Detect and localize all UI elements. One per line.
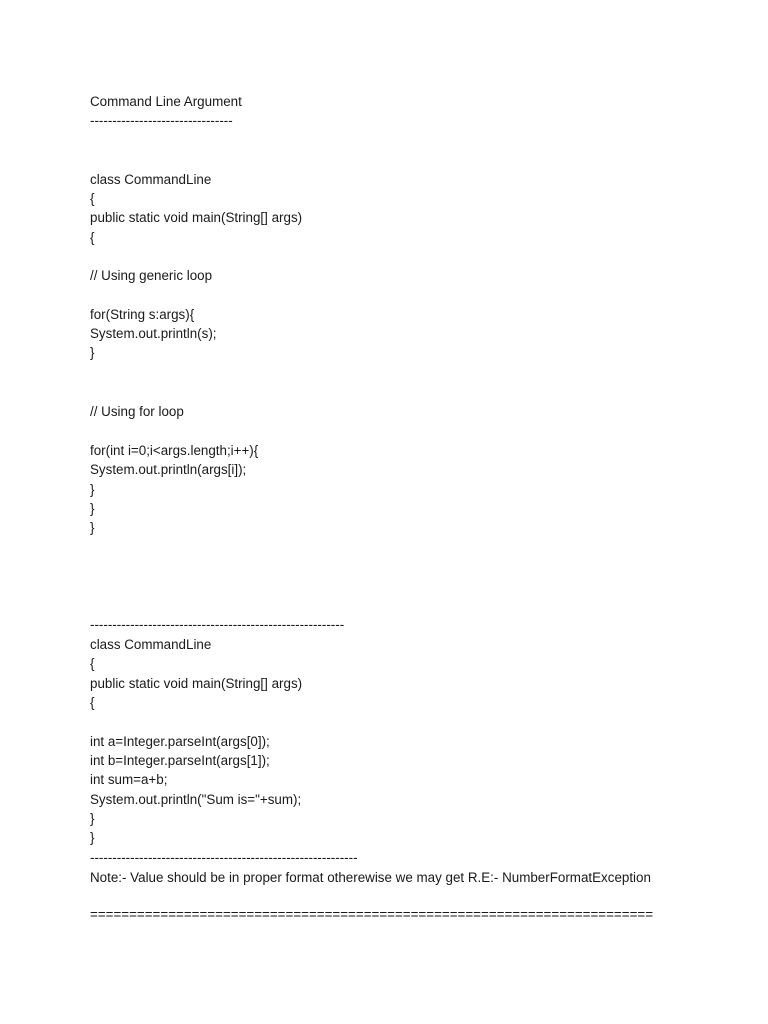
ex1-close-class: }	[90, 520, 95, 535]
ex1-close-for-each: }	[90, 345, 95, 360]
exception-note: Note:- Value should be in proper format otherewise we may get R.E:- NumberFormatException	[90, 870, 651, 885]
ex1-comment-for-loop: // Using for loop	[90, 404, 184, 419]
ex2-class-declaration: class CommandLine	[90, 637, 212, 652]
ex1-print-args-i: System.out.println(args[i]);	[90, 462, 247, 477]
ex1-print-s: System.out.println(s);	[90, 326, 217, 341]
ex1-for-each-loop: for(String s:args){	[90, 307, 195, 322]
ex2-close-main: }	[90, 811, 95, 826]
ex1-close-for-index: }	[90, 482, 95, 497]
ex2-main-declaration: public static void main(String[] args)	[90, 676, 303, 691]
ex2-open-main-brace: {	[90, 695, 95, 710]
footer-rule: ========================================================================	[90, 907, 654, 922]
ex1-for-index-loop: for(int i=0;i<args.length;i++){	[90, 443, 259, 458]
ex1-class-declaration: class CommandLine	[90, 172, 212, 187]
ex2-sum: int sum=a+b;	[90, 772, 168, 787]
ex2-close-class: }	[90, 830, 95, 845]
ex1-comment-generic-loop: // Using generic loop	[90, 268, 213, 283]
ex2-open-class-brace: {	[90, 656, 95, 671]
ex1-open-class-brace: {	[90, 191, 95, 206]
ex2-print-sum: System.out.println("Sum is="+sum);	[90, 792, 302, 807]
ex1-close-main: }	[90, 501, 95, 516]
title-underline: --------------------------------	[90, 113, 233, 128]
separator-rule-2: ------------------------------------------------------------	[90, 850, 358, 865]
separator-rule-1: ---------------------------------------------------------	[90, 617, 345, 632]
ex2-parse-b: int b=Integer.parseInt(args[1]);	[90, 753, 270, 768]
ex1-open-main-brace: {	[90, 230, 95, 245]
document-title: Command Line Argument	[90, 94, 242, 109]
ex2-parse-a: int a=Integer.parseInt(args[0]);	[90, 734, 270, 749]
ex1-main-declaration: public static void main(String[] args)	[90, 210, 303, 225]
